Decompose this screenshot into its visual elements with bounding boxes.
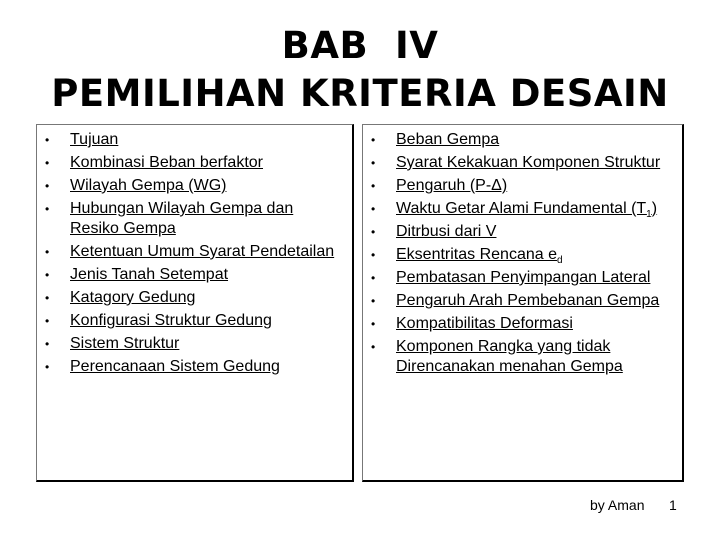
bullet-icon: • xyxy=(45,179,50,193)
list-item xyxy=(45,311,345,331)
list-item xyxy=(45,265,345,285)
list-item-label: Tujuan xyxy=(70,131,119,148)
list-item xyxy=(45,153,345,173)
bullet-icon: • xyxy=(371,317,376,331)
left-topic-list xyxy=(45,130,345,380)
list-item xyxy=(45,176,345,196)
period-subscript: 1 xyxy=(646,209,652,221)
list-item-label: Komponen Rangka yang tidak Direncanakan menahan Gempa xyxy=(396,338,623,375)
bullet-icon: • xyxy=(371,133,376,147)
bullet-icon: • xyxy=(45,360,50,374)
list-item xyxy=(371,153,675,173)
list-item-label: Ketentuan Umum Syarat Pendetailan xyxy=(70,243,335,260)
list-item-label: Syarat Kekakuan Komponen Struktur xyxy=(396,154,661,171)
list-item xyxy=(45,199,345,239)
bullet-icon: • xyxy=(371,294,376,308)
list-item-label: Wilayah Gempa (WG) xyxy=(70,177,227,194)
list-item xyxy=(45,334,345,354)
period-close-paren: ) xyxy=(651,200,658,217)
list-item xyxy=(45,288,345,308)
bullet-icon: • xyxy=(45,133,50,147)
list-item-label: Sistem Struktur xyxy=(70,335,180,352)
bullet-icon: • xyxy=(371,156,376,170)
list-item-label: Kompatibilitas Deformasi xyxy=(396,315,573,332)
bullet-icon: • xyxy=(45,245,50,259)
list-item xyxy=(371,314,675,334)
bullet-icon: • xyxy=(371,248,376,262)
bullet-icon: • xyxy=(371,225,376,239)
bullet-icon: • xyxy=(45,291,50,305)
list-item xyxy=(45,357,345,377)
bullet-icon: • xyxy=(45,156,50,170)
bullet-icon: • xyxy=(45,202,50,216)
list-item-label xyxy=(396,200,658,221)
left-topic-box xyxy=(36,124,354,482)
list-item xyxy=(371,222,675,242)
list-item-label: Jenis Tanah Setempat xyxy=(70,266,229,283)
slide-title xyxy=(0,22,720,118)
page-number: 1 xyxy=(669,497,677,513)
list-item xyxy=(45,130,345,150)
list-item xyxy=(371,199,675,219)
bullet-icon: • xyxy=(45,337,50,351)
list-item xyxy=(45,242,345,262)
bullet-icon: • xyxy=(371,271,376,285)
list-item xyxy=(371,176,675,196)
title-line-2: PEMILIHAN KRITERIA DESAIN xyxy=(51,72,669,115)
list-item-label: Hubungan Wilayah Gempa dan Resiko Gempa xyxy=(70,200,294,237)
list-item xyxy=(371,291,675,311)
bullet-icon: • xyxy=(371,179,376,193)
author-credit: by Aman xyxy=(590,497,645,513)
eccentricity-subscript: d xyxy=(556,255,563,267)
list-item-label: Konfigurasi Struktur Gedung xyxy=(70,312,272,329)
bullet-icon: • xyxy=(371,340,376,354)
bullet-icon: • xyxy=(45,268,50,282)
list-item-label: Katagory Gedung xyxy=(70,289,196,306)
title-line-1: BAB IV xyxy=(281,24,439,67)
list-item-label: Pengaruh Arah Pembebanan Gempa xyxy=(396,292,660,309)
list-item-label: Perencanaan Sistem Gedung xyxy=(70,358,280,375)
list-item-label: Ditrbusi dari V xyxy=(396,223,497,240)
fundamental-period-text: Waktu Getar Alami Fundamental (T xyxy=(396,200,647,217)
list-item xyxy=(371,337,675,377)
list-item-label: Beban Gempa xyxy=(396,131,500,148)
bullet-icon: • xyxy=(45,314,50,328)
right-topic-list xyxy=(371,130,675,380)
list-item-label: Pembatasan Penyimpangan Lateral xyxy=(396,269,651,286)
list-item-label: Pengaruh (P-Δ) xyxy=(396,177,508,194)
list-item-label: Kombinasi Beban berfaktor xyxy=(70,154,263,171)
right-topic-box xyxy=(362,124,684,482)
list-item xyxy=(371,130,675,150)
list-item xyxy=(371,268,675,288)
list-item-label xyxy=(396,246,563,267)
list-item xyxy=(371,245,675,265)
bullet-icon: • xyxy=(371,202,376,216)
eccentricity-text: Eksentritas Rencana e xyxy=(396,246,557,263)
